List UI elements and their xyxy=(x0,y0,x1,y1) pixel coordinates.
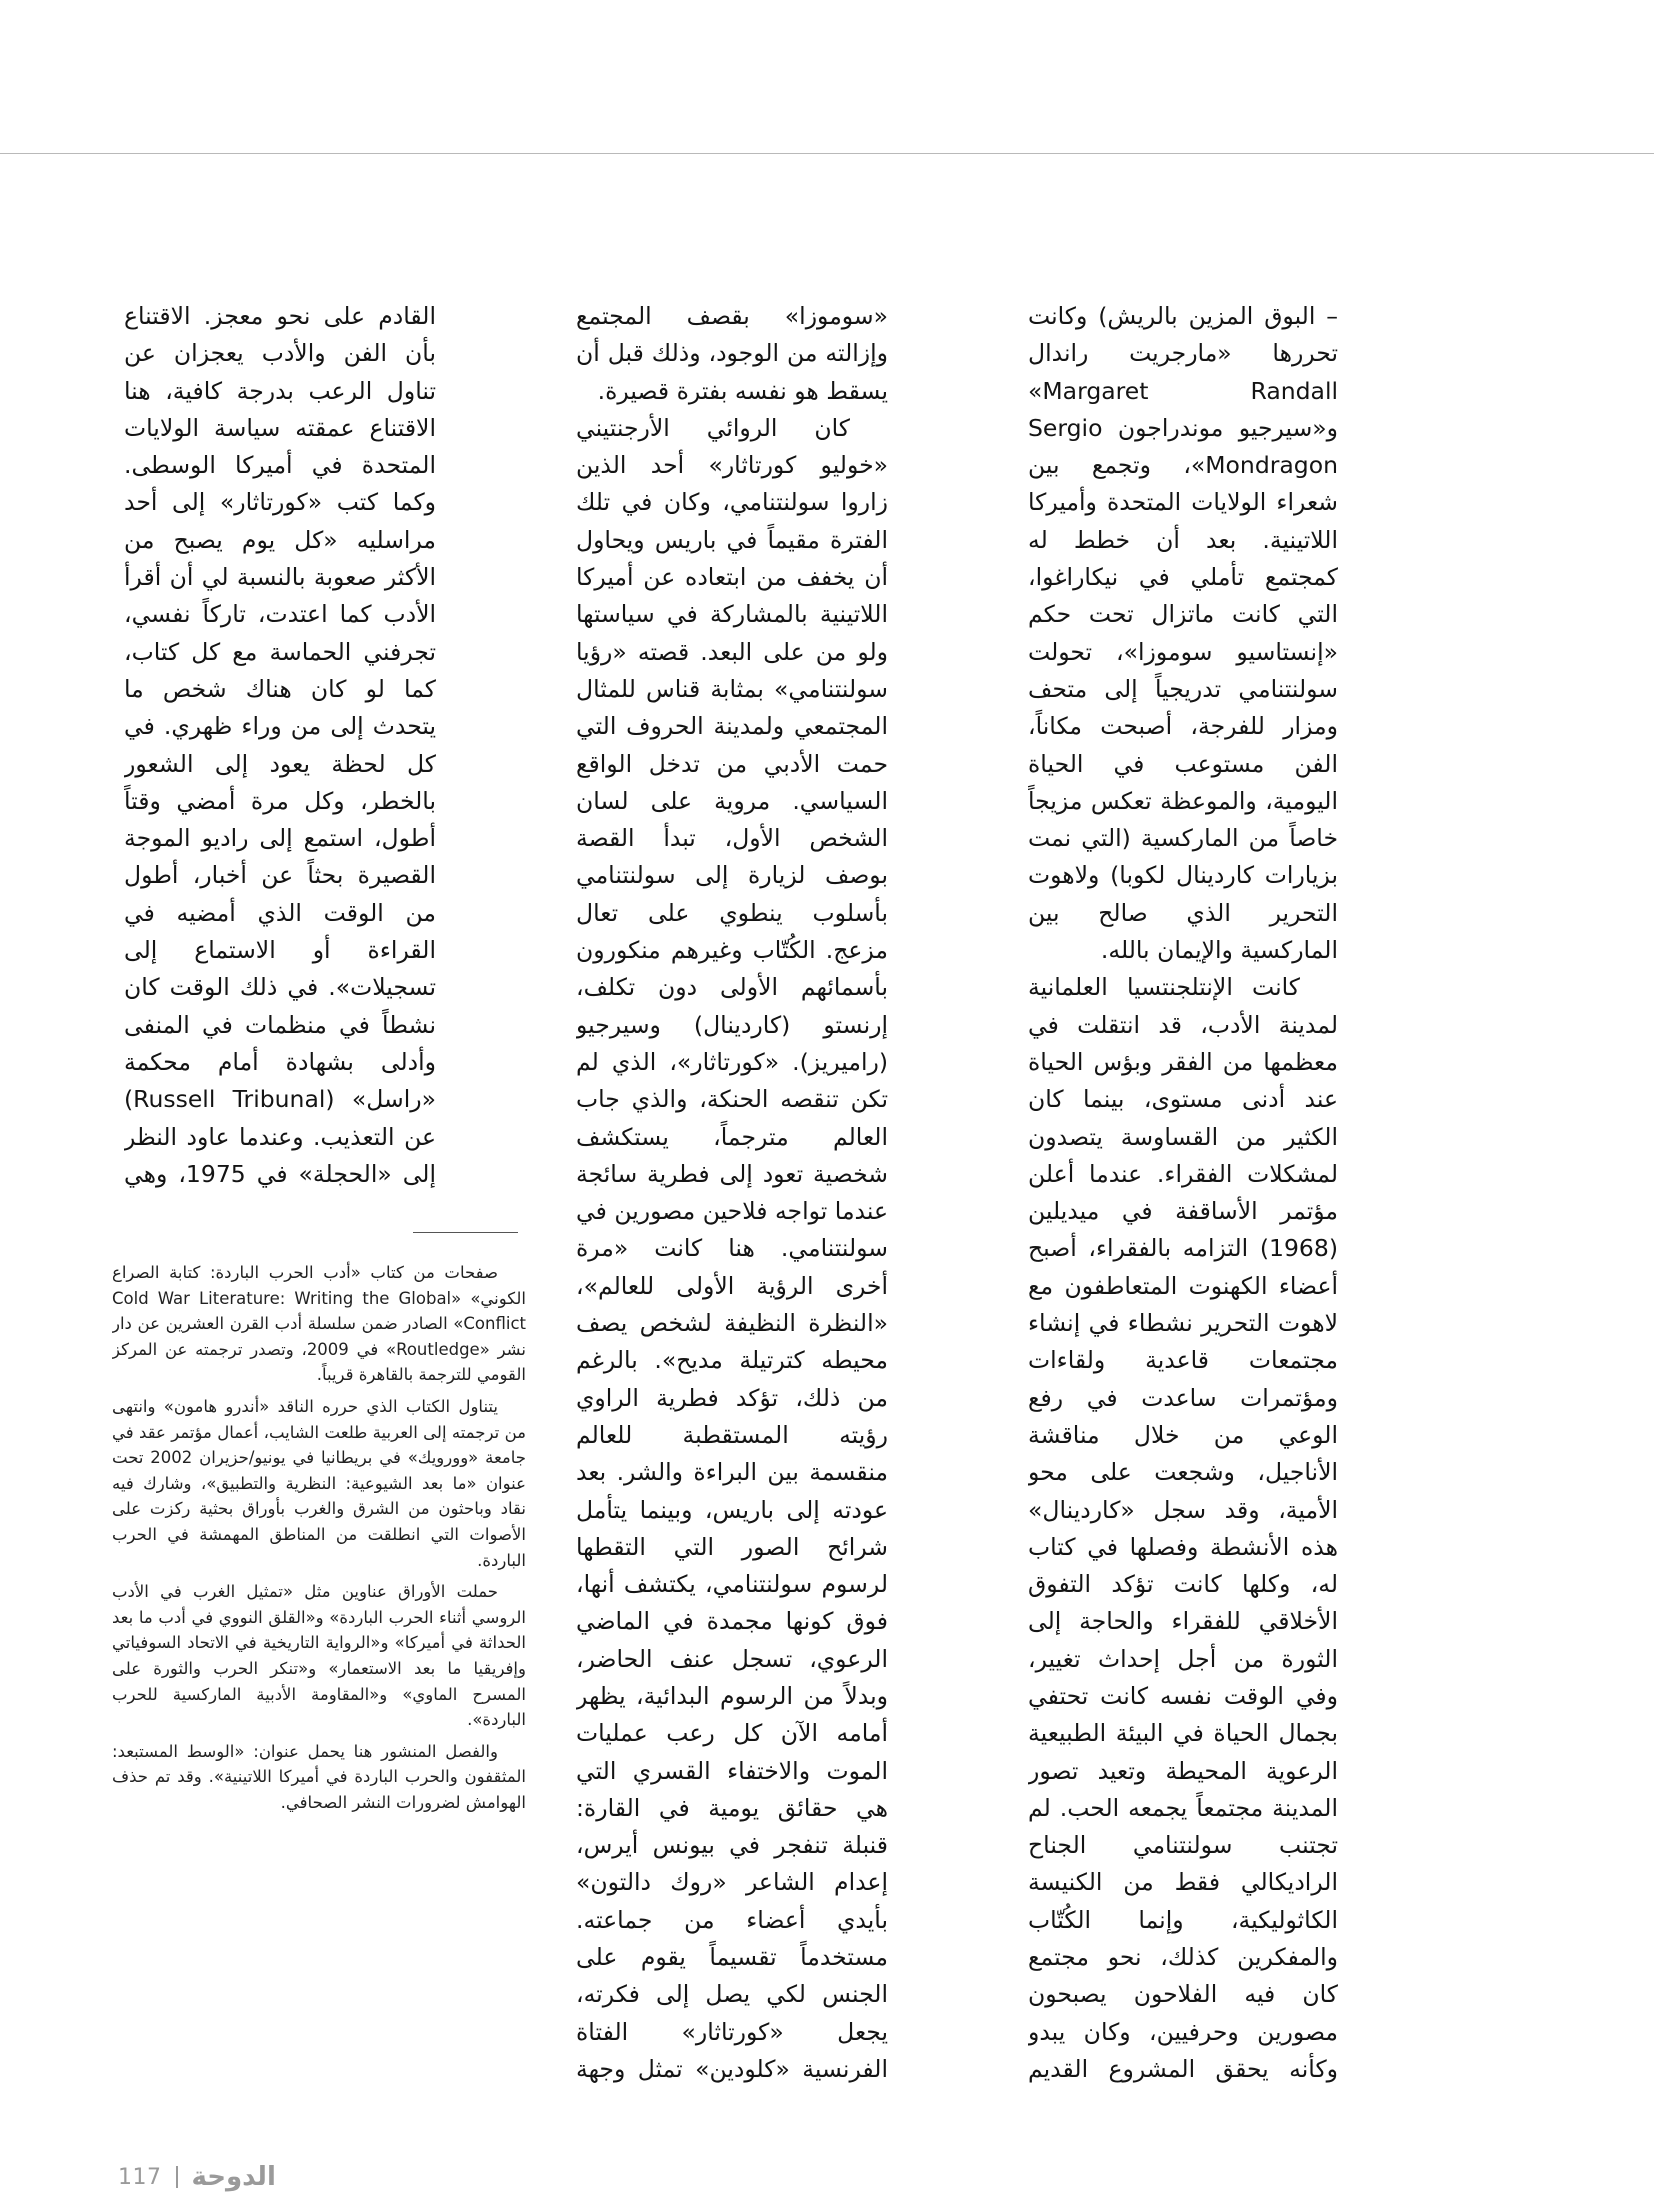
article-column-right xyxy=(1028,298,1338,2088)
paragraph: كان الروائي الأرجنتيني «خوليو كورتاثار» أحد الذين زاروا سولنتنامي، وكان في تلك الفترة مقيماً في باريس ويحاول أن يخفف من ابتعاده عن أميركا اللاتينية بالمشاركة في سياستها ولو من على البعد. قصته «رؤيا سولنتنامي» بمثابة قناس للمثال المجتمعي ولمدينة الحروف التي حمت الأدبي من تدخل الواقع السياسي. مروية على لسان الشخص الأول، تبدأ القصة بوصف لزيارة إلى سولنتنامي بأسلوب ينطوي على تعال مزعج. الكُتّاب وغيرهم منكورون بأسمائهم الأولى دون تكلف، إرنستو (كاردينال) وسيرجيو (راميريز). «كورتاثار»، الذي لم تكن تنقصه الحنكة، والذي جاب العالم مترجماً، يستكشف شخصية تعود إلى فطرية سائجة عندما تواجه فلاحين مصورين في سولنتنامي. هنا كانت «مرة أخرى الرؤية الأولى للعالم»، «النظرة النظيفة لشخص يصف محيطه كترتيلة مديح». بالرغم من ذلك، تؤكد فطرية الراوي رؤيته المستقطبة للعالم منقسمة بين البراءة والشر. بعد عودته إلى باريس، وبينما يتأمل شرائح الصور التي التقطها لرسوم سولنتنامي، يكتشف أنها، فوق كونها مجمدة في الماضي الرعوي، تسجل عنف الحاضر، وبدلاً من الرسوم البدائية، يظهر أمامه الآن كل رعب عمليات الموت والاختفاء القسري التي هي حقائق يومية في القارة: قنبلة تنفجر في بيونس أيرس، إعدام الشاعر «روك دالتون» بأيدي أعضاء من جماعته. مستخدماً تقسيماً يقوم على الجنس لكي يصل إلى فكرته، يجعل «كورتاثار» الفتاة الفرنسية «كلودين» تمثل وجهة xyxy=(576,413,888,2083)
footnote: حملت الأوراق عناوين مثل «تمثيل الغرب في الأدب الروسي أثناء الحرب الباردة» و«القلق النووي في أدب ما بعد الحداثة في أميركا» و«الرواية التاريخية في الاتحاد السوفياتي وإفريقيا ما بعد الاستعمار» و«تنكر الحرب والثورة على المسرح الماوي» و«المقاومة الأدبية الماركسية للحرب الباردة». xyxy=(112,1582,526,1730)
article-column-left xyxy=(124,298,436,1193)
article-column-middle xyxy=(576,298,888,2088)
footnote-rule xyxy=(413,1232,518,1233)
footnotes xyxy=(112,1260,526,2060)
paragraph: «سوموزا» بقصف المجتمع وإزالته من الوجود، وذلك قبل أن يسقط هو نفسه بفترة قصيرة. xyxy=(576,302,888,405)
header-rule xyxy=(0,153,1654,154)
paragraph: كانت الإنتلجنتسيا العلمانية لمدينة الأدب، قد انتقلت في معظمها من الفقر وبؤس الحياة عند أدنى مستوى، بينما كان الكثير من القساوسة يتصدون لمشكلات الفقراء. عندما أعلن مؤتمر الأساقفة في ميديلين (1968) التزامه بالفقراء، أصبح أعضاء الكهنوت المتعاطفون مع لاهوت التحرير نشطاء في إنشاء مجتمعات قاعدية ولقاءات ومؤتمرات ساعدت في رفع الوعي من خلال مناقشة الأناجيل، وشجعت على محو الأمية، وقد سجل «كاردينال» هذه الأنشطة وفصلها في كتاب له، وكلها كانت تؤكد التفوق الأخلاقي للفقراء والحاجة إلى الثورة من أجل إحداث تغيير، وفي الوقت نفسه كانت تحتفي بجمال الحياة في البيئة الطبيعية الرعوية المحيطة وتعيد تصور المدينة مجتمعاً يجمعه الحب. لم تجتنب سولنتنامي الجناح الراديكالي فقط من الكنيسة الكاثوليكية، وإنما الكُتّاب والمفكرين كذلك، نحو مجتمع كان فيه الفلاحون يصبحون مصورين وحرفيين، وكان يبدو وكأنه يحقق المشروع القديم xyxy=(1028,973,1338,2083)
footnote: يتناول الكتاب الذي حرره الناقد «أندرو هامون» وانتهى من ترجمته إلى العربية طلعت الشايب، أعمال مؤتمر عقد في جامعة «وورويك» في بريطانيا في يونيو/حزيران 2002 تحت عنوان «ما بعد الشيوعية: النظرية والتطبيق»، وشارك فيه نقاد وباحثون من الشرق والغرب بأوراق بحثية ركزت على الأصوات التي انطلقت من المناطق المهمشة في الحرب الباردة. xyxy=(112,1396,526,1570)
paragraph: – البوق المزين بالريش) وكانت تحررها «مارجريت راندال Margaret Randall» و«سيرجيو موندراجون Sergio Mondragon»، وتجمع بين شعراء الولايات المتحدة وأميركا اللاتينية. بعد أن خطط له كمجتمع تأملي في نيكاراغوا، التي كانت ماتزال تحت حكم «إنستاسيو سوموزا»، تحولت سولنتنامي تدريجياً إلى متحف ومزار للفرجة، أصبحت مكاناً، الفن مستوعب في الحياة اليومية، والموعظة تعكس مزيجاً خاصاً من الماركسية (التي نمت بزيارات كاردينال لكوبا) ولاهوت التحرير الذي صالح بين الماركسية والإيمان بالله. xyxy=(1028,302,1338,965)
paragraph: القادم على نحو معجز. الاقتناع بأن الفن والأدب يعجزان عن تناول الرعب بدرجة كافية، هنا الاقتناع عمقته سياسة الولايات المتحدة في أميركا الوسطى. وكما كتب «كورتاثار» إلى أحد مراسليه «كل يوم يصبح من الأكثر صعوبة بالنسبة لي أن أقرأ الأدب كما اعتدت، تاركاً نفسي، تجرفني الحماسة مع كل كتاب، كما لو كان هناك شخص ما يتحدث إلى من وراء ظهري. في كل لحظة يعود إلى الشعور بالخطر، وكل مرة أمضي وقتاً أطول، استمع إلى راديو الموجة القصيرة بحثاً عن أخبار، أطول من الوقت الذي أمضيه في القراءة أو الاستماع إلى تسجيلات». في ذلك الوقت كان نشطاً في منظمات في المنفى وأدلى بشهادة أمام محكمة «راسل» (Russell Tribunal) عن التعذيب. وعندما عاود النظر إلى «الحجلة» في 1975، وهي xyxy=(124,302,436,1188)
footnote: صفحات من كتاب «أدب الحرب الباردة: كتابة الصراع الكوني» «Cold War Literature: Writing the Global Conflict» الصادر ضمن سلسلة أدب القرن العشرين عن دار نشر «Routledge» في 2009، وتصدر ترجمته عن المركز القومي للترجمة بالقاهرة قريباً. xyxy=(112,1263,526,1385)
magazine-name: الدوحة xyxy=(191,2162,276,2192)
footnote: والفصل المنشور هنا يحمل عنوان: «الوسط المستبعد: المثقفون والحرب الباردة في أميركا اللاتينية». وقد تم حذف الهوامش لضرورات النشر الصحافي. xyxy=(112,1741,526,1812)
folio-divider xyxy=(176,2166,178,2188)
page-number: 117 xyxy=(118,2164,162,2190)
page-footer xyxy=(118,2162,276,2192)
